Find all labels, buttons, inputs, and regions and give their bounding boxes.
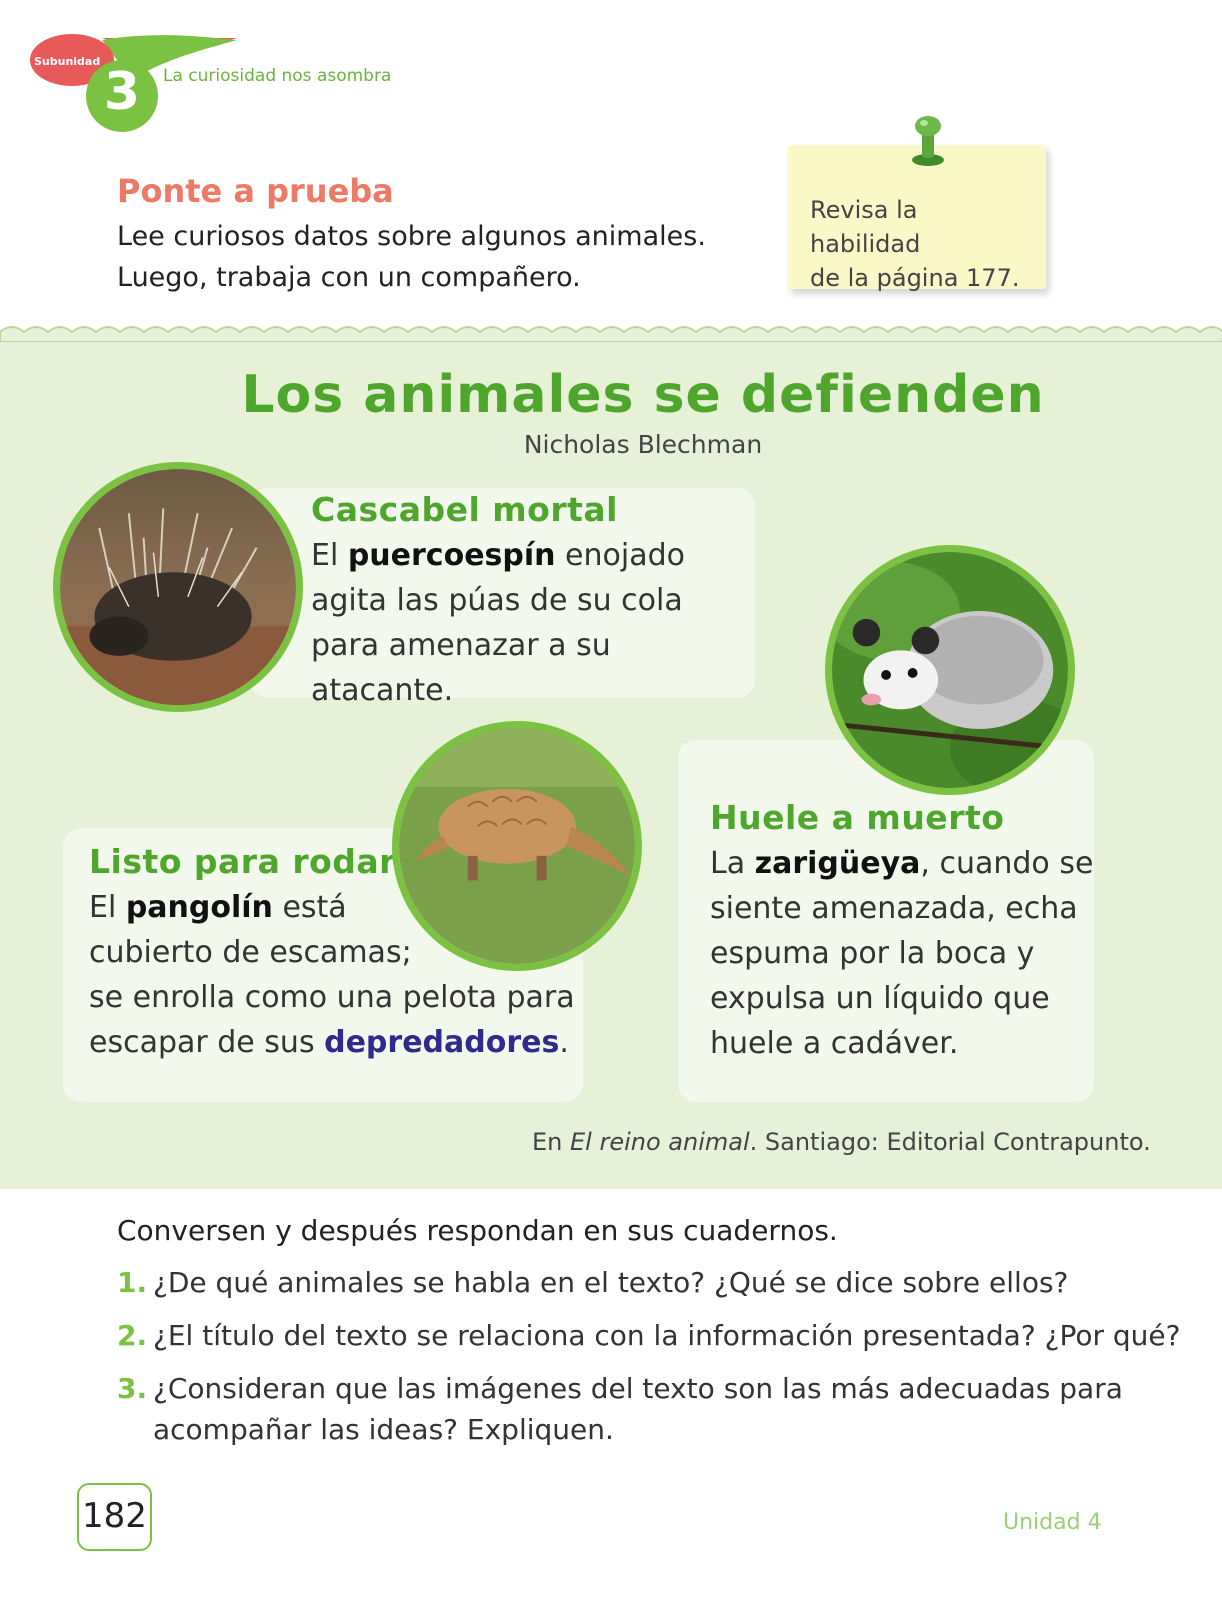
unit-label: Unidad 4	[1003, 1510, 1102, 1535]
subunit-number: 3	[103, 62, 141, 122]
card-line: cubierto de escamas;	[89, 935, 412, 970]
instruction-line: Luego, trabaja con un compañero.	[117, 262, 581, 293]
question-item: 1. ¿De qué animales se habla en el texto? ¿Qué se dice sobre ellos?	[117, 1266, 1069, 1299]
keyword: puercoespín	[347, 538, 556, 573]
card-line: El puercoespín enojado	[311, 538, 685, 573]
question-number: 1.	[117, 1266, 148, 1299]
card-line: huele a cadáver.	[710, 1026, 959, 1061]
instruction-line: Lee curiosos datos sobre algunos animales.	[117, 221, 706, 252]
glossary-keyword[interactable]: depredadores	[324, 1025, 560, 1060]
card-line: El pangolín está	[89, 890, 347, 925]
question-line: acompañar las ideas? Expliquen.	[153, 1413, 614, 1446]
card-line: se enrolla como una pelota para	[89, 980, 575, 1015]
card-title: Listo para rodar	[89, 842, 396, 881]
card-line: agita las púas de su cola	[311, 583, 683, 618]
pangolin-photo	[392, 721, 642, 971]
page-number: 182	[77, 1483, 152, 1551]
wavy-border	[0, 322, 1222, 342]
card-line: para amenazar a su atacante.	[311, 628, 611, 708]
card-line: La zarigüeya, cuando se	[710, 846, 1094, 881]
porcupine-photo	[53, 462, 303, 712]
subunit-title: La curiosidad nos asombra	[163, 66, 392, 86]
keyword: pangolín	[125, 890, 273, 925]
section-title: Ponte a prueba	[117, 172, 394, 210]
card-line: expulsa un líquido que	[710, 981, 1050, 1016]
reading-author: Nicholas Blechman	[523, 430, 763, 459]
question-number: 2.	[117, 1319, 148, 1352]
question-item: 3. ¿Consideran que las imágenes del texto son las más adecuadas para acompañar las ideas? Expliquen.	[117, 1372, 1123, 1446]
questions-intro: Conversen y después respondan en sus cuadernos.	[117, 1214, 838, 1247]
card-opossum	[678, 740, 1094, 1102]
question-item: 2. ¿El título del texto se relaciona con la información presentada? ¿Por qué?	[117, 1319, 1181, 1352]
card-title: Cascabel mortal	[311, 490, 618, 529]
reading-title: Los animales se defienden	[241, 365, 1045, 425]
card-line: escapar de sus depredadores.	[89, 1025, 569, 1060]
note-line: Revisa la habilidad	[810, 196, 921, 258]
note-line: de la página 177.	[810, 264, 1020, 292]
subunit-label: Subunidad	[34, 55, 101, 68]
card-title: Huele a muerto	[710, 798, 1005, 837]
card-line: espuma por la boca y	[710, 936, 1035, 971]
opossum-photo	[825, 545, 1075, 795]
card-line: siente amenazada, echa	[710, 891, 1078, 926]
question-number: 3.	[117, 1372, 148, 1405]
pushpin-icon	[902, 110, 952, 170]
keyword: zarigüeya	[754, 846, 921, 881]
source-citation: En El reino animal. Santiago: Editorial Contrapunto.	[532, 1128, 1151, 1156]
card-porcupine	[250, 488, 755, 708]
